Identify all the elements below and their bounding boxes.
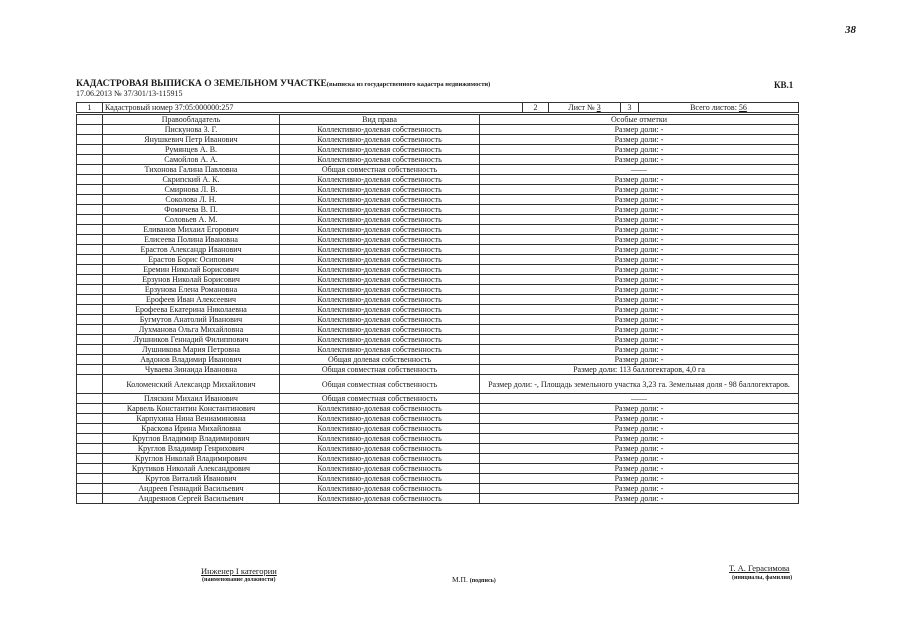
right-type-cell: Коллективно-долевая собственность xyxy=(280,494,480,504)
holder-cell: Елисеева Полина Ивановна xyxy=(103,235,280,245)
table-row xyxy=(77,245,799,255)
notes-cell: Размер доли: - xyxy=(480,195,799,205)
row-empty-cell xyxy=(77,325,103,335)
cadastral-number: Кадастровый номер 37:05:000000:257 xyxy=(103,103,523,113)
table-row xyxy=(77,155,799,165)
holder-cell: Ерзунова Елена Романовна xyxy=(103,285,280,295)
right-type-cell: Коллективно-долевая собственность xyxy=(280,335,480,345)
row-empty-cell xyxy=(77,335,103,345)
row-empty-cell xyxy=(77,285,103,295)
right-type-cell: Коллективно-долевая собственность xyxy=(280,484,480,494)
notes-cell: Размер доли: - xyxy=(480,245,799,255)
holder-cell: Соловьев А. М. xyxy=(103,215,280,225)
document-title-main: КАДАСТРОВАЯ ВЫПИСКА О ЗЕМЕЛЬНОМ УЧАСТКЕ xyxy=(76,79,327,89)
table-row xyxy=(77,365,799,375)
notes-cell: Размер доли: - xyxy=(480,444,799,454)
right-type-cell: Общая совместная собственность xyxy=(280,375,480,394)
row-empty-cell xyxy=(77,464,103,474)
row-empty-cell xyxy=(77,165,103,175)
holder-cell: Круглов Владимир Генрихович xyxy=(103,444,280,454)
right-type-cell: Коллективно-долевая собственность xyxy=(280,275,480,285)
document-date-number: 17.06.2013 № 37/301/13-115915 xyxy=(76,89,183,98)
holder-cell: Скрипский А. К. xyxy=(103,175,280,185)
table-row xyxy=(77,444,799,454)
notes-cell: Размер доли: - xyxy=(480,125,799,135)
sheet-value: 3 xyxy=(596,103,601,112)
row-empty-cell xyxy=(77,474,103,484)
row-empty-cell xyxy=(77,135,103,145)
holder-cell: Крутиков Николай Александрович xyxy=(103,464,280,474)
right-type-cell: Коллективно-долевая собственность xyxy=(280,315,480,325)
holder-cell: Пискунова З. Г. xyxy=(103,125,280,135)
row-empty-cell xyxy=(77,315,103,325)
row-empty-cell xyxy=(77,215,103,225)
right-type-cell: Коллективно-долевая собственность xyxy=(280,225,480,235)
right-type-cell: Коллективно-долевая собственность xyxy=(280,195,480,205)
right-type-cell: Общая совместная собственность xyxy=(280,365,480,375)
row-empty-cell xyxy=(77,434,103,444)
table-row xyxy=(77,355,799,365)
holder-cell: Еремин Николай Борисович xyxy=(103,265,280,275)
row-empty-cell xyxy=(77,454,103,464)
table-row xyxy=(77,424,799,434)
right-type-cell: Коллективно-долевая собственность xyxy=(280,205,480,215)
notes-cell: Размер доли: - xyxy=(480,404,799,414)
notes-cell: Размер доли: - xyxy=(480,315,799,325)
notes-cell: Размер доли: - xyxy=(480,474,799,484)
table-row xyxy=(77,195,799,205)
notes-cell: Размер доли: - xyxy=(480,185,799,195)
notes-cell: Размер доли: - xyxy=(480,155,799,165)
header-num-2: 2 xyxy=(523,103,549,113)
right-type-cell: Коллективно-долевая собственность xyxy=(280,474,480,484)
holder-cell: Ерофеева Екатерина Николаевна xyxy=(103,305,280,315)
row-empty-cell xyxy=(77,444,103,454)
right-type-cell: Коллективно-долевая собственность xyxy=(280,235,480,245)
row-empty-cell xyxy=(77,175,103,185)
table-row xyxy=(77,494,799,504)
holder-cell: Самойлов А. А. xyxy=(103,155,280,165)
notes-cell: Размер доли: - xyxy=(480,325,799,335)
right-type-cell: Коллективно-долевая собственность xyxy=(280,434,480,444)
row-empty-cell xyxy=(77,494,103,504)
row-empty-cell xyxy=(77,195,103,205)
notes-cell: Размер доли: - xyxy=(480,205,799,215)
notes-cell: Размер доли: - xyxy=(480,275,799,285)
right-type-cell: Коллективно-долевая собственность xyxy=(280,135,480,145)
row-empty-cell xyxy=(77,365,103,375)
notes-cell: Размер доли: - xyxy=(480,484,799,494)
table-header-empty xyxy=(77,115,103,125)
notes-cell: Размер доли: - xyxy=(480,434,799,444)
right-type-cell: Коллективно-долевая собственность xyxy=(280,185,480,195)
row-empty-cell xyxy=(77,424,103,434)
table-row xyxy=(77,474,799,484)
notes-cell: Размер доли: - xyxy=(480,305,799,315)
signer-name: Т. А. Герасимова xyxy=(729,563,790,573)
signer-position-caption: (наименование должности) xyxy=(202,577,276,583)
seal-label: М.П. xyxy=(452,575,468,584)
row-empty-cell xyxy=(77,375,103,394)
holder-cell: Ерзунов Николай Борисович xyxy=(103,275,280,285)
holder-cell: Круглов Николай Владимирович xyxy=(103,454,280,464)
signature-caption: (подпись) xyxy=(469,578,496,584)
total-value: 56 xyxy=(738,103,747,112)
document-title-sub: (выписка из государственного кадастра недвижимости) xyxy=(326,81,491,88)
total-label: Всего листов: xyxy=(690,103,739,112)
table-row xyxy=(77,454,799,464)
holder-cell: Ерастов Александр Иванович xyxy=(103,245,280,255)
notes-cell: Размер доли: - xyxy=(480,454,799,464)
row-empty-cell xyxy=(77,394,103,404)
rights-holders-table xyxy=(76,114,799,504)
table-row xyxy=(77,345,799,355)
right-type-cell: Коллективно-долевая собственность xyxy=(280,404,480,414)
table-row xyxy=(77,135,799,145)
holder-cell: Андреев Геннадий Васильевич xyxy=(103,484,280,494)
notes-cell: —— xyxy=(480,165,799,175)
row-empty-cell xyxy=(77,275,103,285)
column-header-holder: Правообладатель xyxy=(103,115,280,125)
row-empty-cell xyxy=(77,245,103,255)
right-type-cell: Коллективно-долевая собственность xyxy=(280,464,480,474)
notes-cell: Размер доли: - xyxy=(480,235,799,245)
right-type-cell: Коллективно-долевая собственность xyxy=(280,175,480,185)
row-empty-cell xyxy=(77,235,103,245)
table-header-row xyxy=(77,115,799,125)
table-row xyxy=(77,484,799,494)
right-type-cell: Коллективно-долевая собственность xyxy=(280,295,480,305)
notes-cell: Размер доли: - xyxy=(480,175,799,185)
notes-cell: Размер доли: - xyxy=(480,265,799,275)
sheet-number xyxy=(549,103,621,113)
notes-cell: Размер доли: - xyxy=(480,145,799,155)
table-row xyxy=(77,255,799,265)
table-row xyxy=(77,285,799,295)
holder-cell: Бугмутов Анатолий Иванович xyxy=(103,315,280,325)
right-type-cell: Коллективно-долевая собственность xyxy=(280,454,480,464)
form-code: КВ.1 xyxy=(774,80,794,90)
row-empty-cell xyxy=(77,295,103,305)
right-type-cell: Коллективно-долевая собственность xyxy=(280,255,480,265)
holder-cell: Янушкевич Петр Иванович xyxy=(103,135,280,145)
table-row xyxy=(77,335,799,345)
holder-cell: Лухманова Ольга Михайловна xyxy=(103,325,280,335)
table-row xyxy=(77,185,799,195)
right-type-cell: Общая долевая собственность xyxy=(280,355,480,365)
right-type-cell: Коллективно-долевая собственность xyxy=(280,305,480,315)
right-type-cell: Общая совместная собственность xyxy=(280,394,480,404)
table-row xyxy=(77,295,799,305)
notes-cell: Размер доли: - xyxy=(480,464,799,474)
notes-cell: Размер доли: - xyxy=(480,424,799,434)
holder-cell: Ерастов Борис Осипович xyxy=(103,255,280,265)
holder-cell: Карвель Константин Константинович xyxy=(103,404,280,414)
notes-cell: Размер доли: - xyxy=(480,295,799,305)
holder-cell: Коломенский Александр Михайлович xyxy=(103,375,280,394)
row-empty-cell xyxy=(77,484,103,494)
row-empty-cell xyxy=(77,155,103,165)
table-row xyxy=(77,145,799,155)
holder-cell: Тихонова Галина Павловна xyxy=(103,165,280,175)
holder-cell: Краскова Ирина Михайловна xyxy=(103,424,280,434)
table-row xyxy=(77,175,799,185)
row-empty-cell xyxy=(77,145,103,155)
table-row xyxy=(77,315,799,325)
row-empty-cell xyxy=(77,205,103,215)
row-empty-cell xyxy=(77,345,103,355)
header-num-3: 3 xyxy=(621,103,639,113)
right-type-cell: Коллективно-долевая собственность xyxy=(280,155,480,165)
notes-cell: Размер доли: - xyxy=(480,494,799,504)
notes-cell: Размер доли: - xyxy=(480,225,799,235)
notes-cell: Размер доли: - xyxy=(480,135,799,145)
notes-cell: Размер доли: - xyxy=(480,285,799,295)
signer-name-caption: (инициалы, фамилия) xyxy=(732,575,793,581)
row-empty-cell xyxy=(77,185,103,195)
holder-cell: Фомичева В. П. xyxy=(103,205,280,215)
row-empty-cell xyxy=(77,265,103,275)
row-empty-cell xyxy=(77,255,103,265)
table-row xyxy=(77,205,799,215)
holder-cell: Пляскин Михаил Иванович xyxy=(103,394,280,404)
table-row xyxy=(77,235,799,245)
notes-cell: Размер доли: - xyxy=(480,355,799,365)
right-type-cell: Общая совместная собственность xyxy=(280,165,480,175)
right-type-cell: Коллективно-долевая собственность xyxy=(280,414,480,424)
holder-cell: Еливанов Михаил Егорович xyxy=(103,225,280,235)
table-row xyxy=(77,215,799,225)
table-row xyxy=(77,394,799,404)
right-type-cell: Коллективно-долевая собственность xyxy=(280,285,480,295)
table-row xyxy=(77,414,799,424)
header-row-number: 1 xyxy=(77,103,103,113)
holder-cell: Ерофеев Иван Алексеевич xyxy=(103,295,280,305)
row-empty-cell xyxy=(77,355,103,365)
row-empty-cell xyxy=(77,225,103,235)
table-row xyxy=(77,325,799,335)
right-type-cell: Коллективно-долевая собственность xyxy=(280,245,480,255)
notes-cell: Размер доли: 113 баллогектаров, 4,0 га xyxy=(480,365,799,375)
holder-cell: Крутов Виталий Иванович xyxy=(103,474,280,484)
right-type-cell: Коллективно-долевая собственность xyxy=(280,265,480,275)
table-row xyxy=(77,275,799,285)
document-title xyxy=(76,79,796,89)
seal-signature xyxy=(452,575,496,584)
table-row xyxy=(77,265,799,275)
holder-cell: Чуваева Зинаида Ивановна xyxy=(103,365,280,375)
table-row xyxy=(77,404,799,414)
column-header-right: Вид права xyxy=(280,115,480,125)
column-header-notes: Особые отметки xyxy=(480,115,799,125)
signer-position: Инженер I категории xyxy=(201,566,277,576)
header-table xyxy=(76,102,799,113)
notes-cell: Размер доли: - xyxy=(480,215,799,225)
holder-cell: Румянцев А. В. xyxy=(103,145,280,155)
notes-cell: Размер доли: - xyxy=(480,335,799,345)
holder-cell: Лушникова Мария Петровна xyxy=(103,345,280,355)
table-row xyxy=(77,305,799,315)
table-row xyxy=(77,434,799,444)
table-row xyxy=(77,125,799,135)
row-empty-cell xyxy=(77,404,103,414)
row-empty-cell xyxy=(77,414,103,424)
notes-cell: Размер доли: -, Площадь земельного участка 3,23 га. Земельная доля - 98 баллогектаров. xyxy=(480,375,799,394)
right-type-cell: Коллективно-долевая собственность xyxy=(280,345,480,355)
holder-cell: Соколова Л. Н. xyxy=(103,195,280,205)
holder-cell: Карпухина Нина Вениаминовна xyxy=(103,414,280,424)
notes-cell: Размер доли: - xyxy=(480,345,799,355)
table-row xyxy=(77,225,799,235)
right-type-cell: Коллективно-долевая собственность xyxy=(280,424,480,434)
table-row xyxy=(77,165,799,175)
notes-cell: —— xyxy=(480,394,799,404)
right-type-cell: Коллективно-долевая собственность xyxy=(280,215,480,225)
right-type-cell: Коллективно-долевая собственность xyxy=(280,325,480,335)
table-row xyxy=(77,375,799,394)
row-empty-cell xyxy=(77,305,103,315)
header-row xyxy=(77,103,799,113)
total-sheets xyxy=(639,103,799,113)
notes-cell: Размер доли: - xyxy=(480,414,799,424)
notes-cell: Размер доли: - xyxy=(480,255,799,265)
holder-cell: Андреянов Сергей Васильевич xyxy=(103,494,280,504)
right-type-cell: Коллективно-долевая собственность xyxy=(280,125,480,135)
holder-cell: Авдонов Владимир Иванович xyxy=(103,355,280,365)
right-type-cell: Коллективно-долевая собственность xyxy=(280,145,480,155)
holder-cell: Круглов Владимир Владимирович xyxy=(103,434,280,444)
page-number: 38 xyxy=(845,24,856,36)
sheet-label: Лист № xyxy=(568,103,597,112)
right-type-cell: Коллективно-долевая собственность xyxy=(280,444,480,454)
row-empty-cell xyxy=(77,125,103,135)
table-row xyxy=(77,464,799,474)
holder-cell: Лушников Геннадий Филиппович xyxy=(103,335,280,345)
holder-cell: Смирнова Л. В. xyxy=(103,185,280,195)
